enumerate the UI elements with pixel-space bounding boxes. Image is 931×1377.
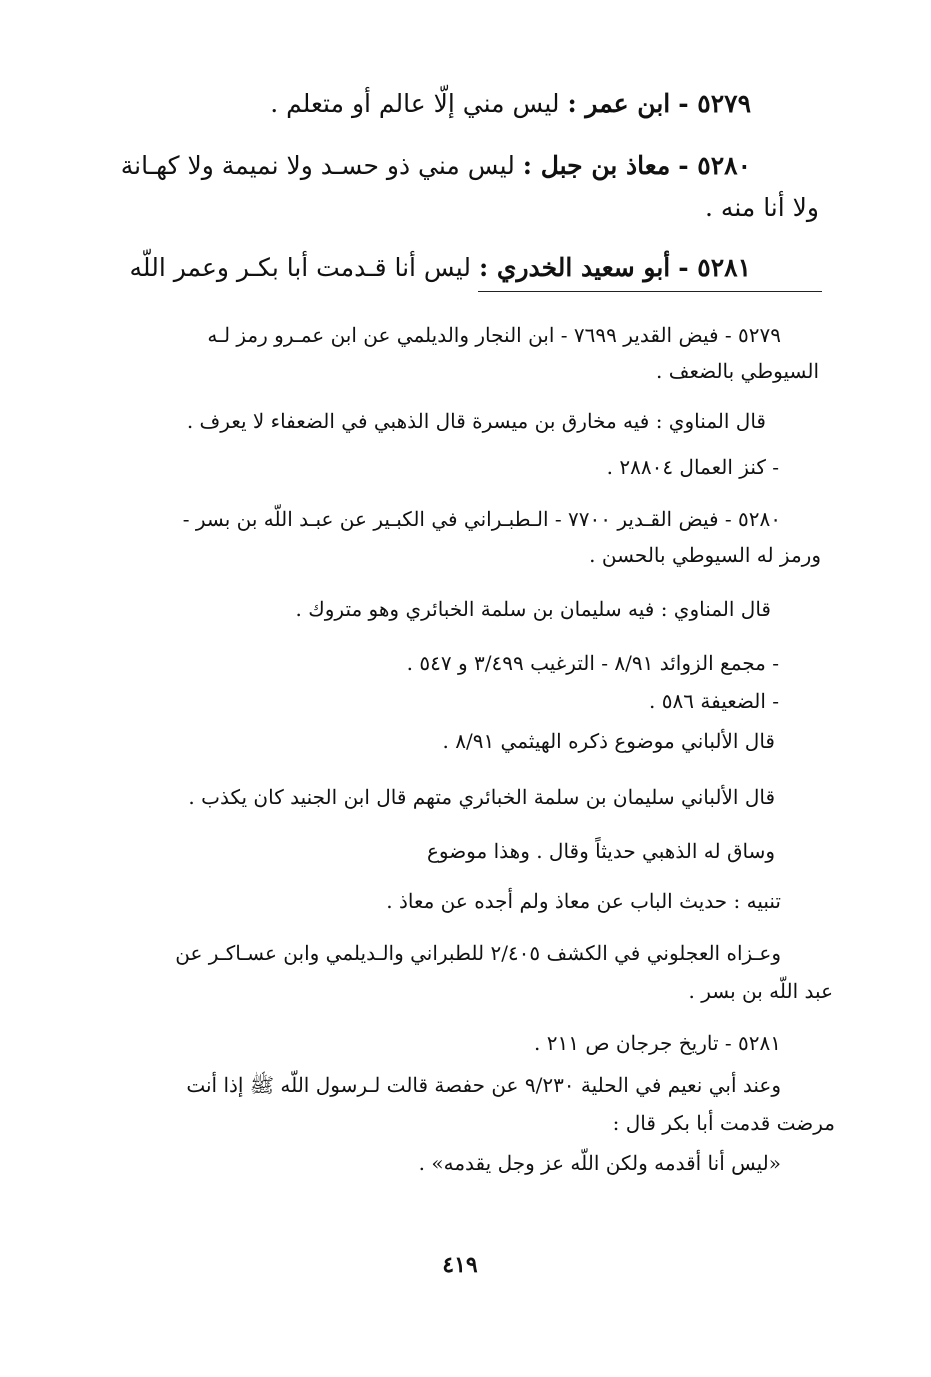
hadith-entry-5279 (270, 84, 751, 124)
footnote-line: وساق له الذهبي حديثاً وقال . وهذا موضوع (426, 839, 775, 863)
hadith-entry-5280 (121, 146, 751, 186)
footnote-line: وعـزاه العجلوني في الكشف ٢/٤٠٥ للطبراني والـديلمي وابن عسـاكـر عن (175, 941, 781, 965)
footnote-divider (478, 291, 822, 292)
page-number: ٤١٩ (442, 1252, 478, 1278)
hadith-text-continuation: ولا أنا منه . (705, 193, 819, 222)
hadith-entry-5281 (130, 248, 751, 288)
footnote-line: - الضعيفة ٥٨٦ . (649, 689, 779, 713)
footnote-line: ٥٢٨٠ - فيض القـدير ٧٧٠٠ - الـطبـراني في الكبـير عن عبـد اللّه بن بسر - (182, 507, 781, 531)
footnote-line: قال المناوي : فيه مخارق بن ميسرة قال الذهبي في الضعفاء لا يعرف . (186, 409, 766, 433)
entry-number: ٥٢٨١ - (678, 253, 751, 282)
footnote-line: قال المناوي : فيه سليمان بن سلمة الخبائري وهو متروك . (295, 597, 771, 621)
hadith-text: ليس مني إلّا عالم أو متعلم . (270, 89, 560, 118)
entry-number: ٥٢٨٠ - (678, 151, 751, 180)
narrator-name: معاذ بن جبل : (522, 151, 671, 180)
footnote-line: - مجمع الزوائد ٨/٩١ - الترغيب ٣/٤٩٩ و ٥٤٧ . (406, 651, 779, 675)
footnote-line: مرضت قدمت أبا بكر قال : (612, 1111, 835, 1135)
hadith-text: ليس أنا قـدمت أبا بكـر وعمر اللّه (129, 253, 471, 282)
footnote-line: وعند أبي نعيم في الحلية ٩/٢٣٠ عن حفصة قالت لـرسول اللّه ﷺ إذا أنت (186, 1073, 781, 1097)
hadith-text: ليس مني ذو حسـد ولا نميمة ولا كهـانة (120, 151, 515, 180)
entry-number: ٥٢٧٩ - (678, 89, 751, 118)
footnote-line: - كنز العمال ٢٨٨٠٤ . (606, 455, 779, 479)
footnote-line: السيوطي بالضعف . (656, 359, 819, 383)
footnote-line: قال الألباني سليمان بن سلمة الخبائري متهم قال ابن الجنيد كان يكذب . (188, 785, 775, 809)
footnote-line: ٥٢٧٩ - فيض القدير ٧٦٩٩ - ابن النجار والديلمي عن ابن عمـرو رمز لـه (207, 323, 781, 347)
footnote-line: «ليس أنا أقدمه ولكن اللّه عز وجل يقدمه» . (418, 1151, 781, 1175)
narrator-name: ابن عمر : (567, 89, 671, 118)
footnote-line: عبد اللّه بن بسر . (688, 979, 833, 1003)
footnote-line: ورمز له السيوطي بالحسن . (589, 543, 821, 567)
narrator-name: أبو سعيد الخدري : (478, 253, 671, 282)
footnote-line: تنبيه : حديث الباب عن معاذ ولم أجده عن معاذ . (386, 889, 781, 913)
footnote-line: ٥٢٨١ - تاريخ جرجان ص ٢١١ . (534, 1031, 781, 1055)
footnote-line: قال الألباني موضوع ذكره الهيثمي ٨/٩١ . (442, 729, 775, 753)
